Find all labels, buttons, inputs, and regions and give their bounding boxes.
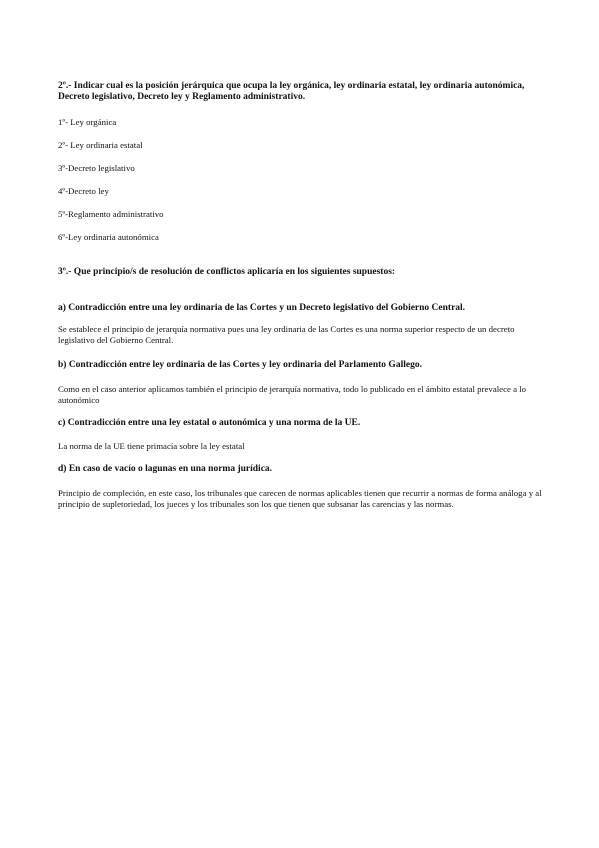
question-2-heading: 2º.- Indicar cual es la posición jerárquica que ocupa la ley orgánica, ley ordinaria estatal, ley ordinaria autonómica, Decreto legislativo, Decreto ley y Reglamento administrativo.	[58, 81, 525, 102]
case-d-title: d) En caso de vacío o lagunas en una norma jurídica.	[58, 464, 273, 474]
case-d-answer: Principio de compleción, en este caso, los tribunales que carecen de normas aplicables tienen que recurrir a normas de forma análoga y al principio de supletoriedad, los jueces y los tribunales son los que tienen que subsanar las carencias y las normas.	[58, 488, 542, 509]
hierarchy-item-6: 6º-Ley ordinaria autonómica	[58, 232, 159, 242]
hierarchy-item-4: 4º-Decreto ley	[58, 186, 109, 196]
case-a-answer: Se establece el principio de jerarquía normativa pues una ley ordinaria de las Cortes es una norma superior respecto de un decreto legislativo del Gobierno Central.	[58, 324, 515, 345]
case-b-title: b) Contradicción entre ley ordinaria de las Cortes y ley ordinaria del Parlamento Gallego.	[58, 360, 422, 370]
hierarchy-item-5: 5º-Reglamento administrativo	[58, 209, 164, 219]
question-3-heading: 3º.- Que principio/s de resolución de conflictos aplicaría en los siguientes supuestos:	[58, 267, 396, 277]
case-a-title: a) Contradicción entre una ley ordinaria de las Cortes y un Decreto legislativo del Gobierno Central.	[58, 303, 466, 313]
hierarchy-item-1: 1º- Ley orgánica	[58, 117, 117, 127]
hierarchy-item-3: 3º-Decreto legislativo	[58, 163, 135, 173]
case-c-answer: La norma de la UE tiene primacía sobre la ley estatal	[58, 441, 245, 451]
case-c-title: c) Contradicción entre una ley estatal o autonómica y una norma de la UE.	[58, 418, 361, 428]
case-b-answer: Como en el caso anterior aplicamos también el principio de jerarquía normativa, todo lo publicado en el ámbito estatal prevalece a lo autonómico	[58, 384, 527, 405]
hierarchy-item-2: 2º- Ley ordinaria estatal	[58, 140, 143, 150]
